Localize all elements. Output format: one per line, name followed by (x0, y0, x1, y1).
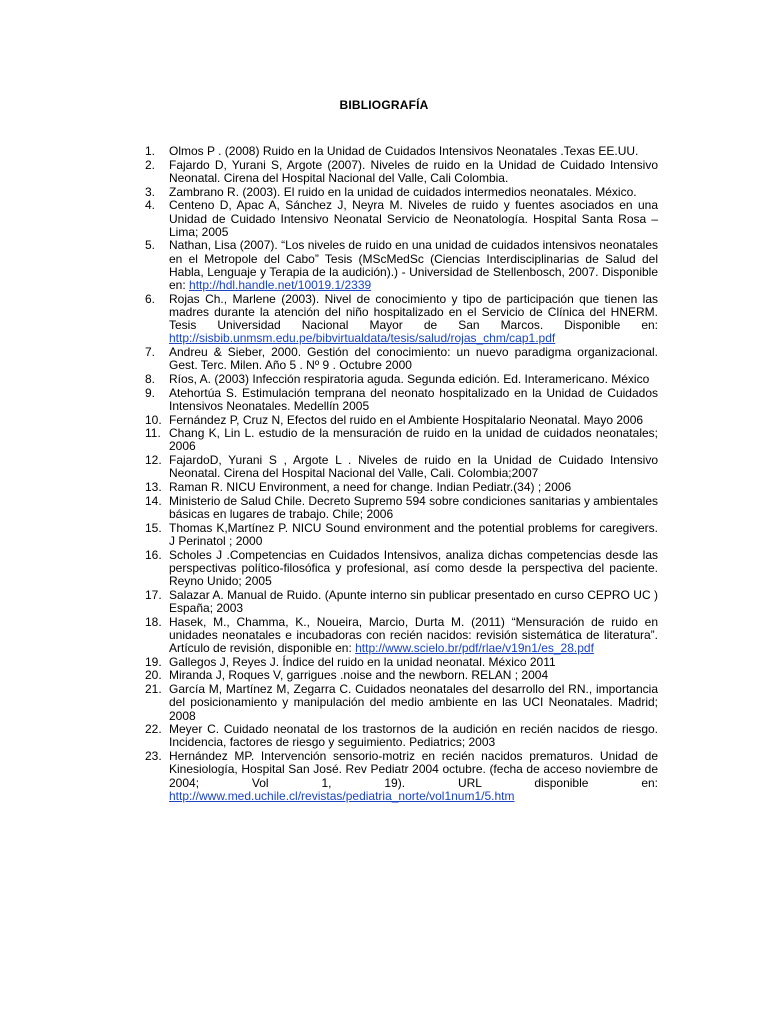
reference-number: 16. (145, 547, 162, 562)
reference-item (145, 453, 658, 481)
reference-number: 18. (145, 614, 162, 629)
reference-text: Zambrano R. (2003). El ruido en la unidad de cuidados intermedios neonatales. México. (169, 184, 637, 199)
reference-text: Rojas Ch., Marlene (2003). Nivel de conocimiento y tipo de participación que tienen las madres durante la atención del niño hospitalizado en el Servicio de Clínica del HNERM. Tesis Universidad Nacional Mayor de San Marcos. Disponible en: (169, 291, 658, 333)
reference-text: Ministerio de Salud Chile. Decreto Supremo 594 sobre condiciones sanitarias y ambientales básicas en lugares de trabajo. Chile; 2006 (169, 493, 658, 521)
reference-item (145, 654, 658, 669)
reference-number: 8. (145, 371, 156, 386)
reference-number: 2. (145, 157, 156, 172)
reference-number: 10. (145, 412, 162, 427)
reference-item (145, 198, 658, 239)
reference-item (145, 480, 658, 495)
reference-text: Miranda J, Roques V, garrigues .noise and the newborn. RELAN ; 2004 (169, 668, 549, 683)
reference-item (145, 587, 658, 615)
reference-number: 20. (145, 668, 162, 683)
reference-text: Nathan, Lisa (2007). “Los niveles de ruido en una unidad de cuidados intensivos neonatales en el Metropole del Cabo” Tesis (MScMedSc (Ciencias Interdisciplinarias de Salud del Habla, Lenguaje y Terapia de la audición).) - Universidad de Stellenbosch, 2007. Disponible en: (169, 238, 658, 293)
reference-item (145, 426, 658, 454)
reference-item (145, 520, 658, 548)
reference-item (145, 614, 658, 656)
reference-text: Fajardo D, Yurani S, Argote (2007). Niveles de ruido en la Unidad de Cuidado Intensivo Neonatal. Cirena del Hospital Nacional del Valle, Cali Colombia. (169, 157, 658, 185)
reference-link[interactable]: http://hdl.handle.net/10019.1/2339 (189, 278, 372, 293)
reference-item (145, 749, 658, 803)
reference-text: Andreu & Sieber, 2000. Gestión del conocimiento: un nuevo paradigma organizacional. Gest. Terc. Milen. Año 5 . Nº 9 . Octubre 2000 (169, 345, 658, 373)
reference-text: Fernández P, Cruz N, Efectos del ruido en el Ambiente Hospitalario Neonatal. Mayo 2006 (169, 412, 644, 427)
reference-link[interactable]: http://sisbib.unmsm.edu.pe/bibvirtualdata/tesis/salud/rojas_chm/cap1.pdf (169, 331, 556, 346)
reference-number: 5. (145, 238, 156, 253)
reference-number: 3. (145, 184, 156, 199)
reference-number: 9. (145, 385, 156, 400)
reference-number: 19. (145, 654, 162, 669)
reference-item (145, 722, 658, 750)
reference-number: 23. (145, 749, 162, 764)
reference-number: 15. (145, 520, 162, 535)
reference-number: 4. (145, 198, 156, 213)
reference-text: Hasek, M., Chamma, K., Noueira, Marcio, Durta M. (2011) “Mensuración de ruido en unidades neonatales e incubadoras con recién nacidos: revisión sistemática de literatura”. Artículo de revisión, disponible en: (169, 614, 658, 656)
reference-text: Meyer C. Cuidado neonatal de los trastornos de la audición en recién nacidos de riesgo. Incidencia, factores de riesgo y seguimiento. Pediatrics; 2003 (169, 722, 658, 750)
reference-item (145, 157, 658, 185)
reference-text: Raman R. NICU Environment, a need for change. Indian Pediatr.(34) ; 2006 (169, 480, 572, 495)
reference-link[interactable]: http://www.scielo.br/pdf/rlae/v19n1/es_28.pdf (355, 641, 594, 656)
reference-text: Hernández MP. Intervención sensorio-motriz en recién nacidos prematuros. Unidad de Kinesiología, Hospital San José. Rev Pediatr 2004 octubre. (fecha de acceso noviembre de 2004; Vol 1, 19). URL disponible en: (169, 749, 658, 790)
reference-text: FajardoD, Yurani S , Argote L . Niveles de ruido en la Unidad de Cuidado Intensivo Neonatal. Cirena del Hospital Nacional del Valle, Cali. Colombia;2007 (169, 453, 658, 481)
reference-number: 12. (145, 453, 162, 468)
reference-number: 1. (145, 144, 156, 158)
reference-text: Ríos, A. (2003) Infección respiratoria aguda. Segunda edición. Ed. Interamericano. México (169, 371, 650, 386)
reference-number: 7. (145, 345, 156, 360)
reference-item (145, 493, 658, 521)
reference-text: Centeno D, Apac A, Sánchez J, Neyra M. Niveles de ruido y fuentes asociados en una Unidad de Cuidado Intensivo Neonatal Servicio de Neonatología. Hospital Santa Rosa – Lima; 2005 (169, 198, 658, 239)
reference-list (145, 144, 658, 803)
reference-item (145, 291, 658, 346)
reference-item (145, 385, 658, 413)
reference-text: Scholes J .Competencias en Cuidados Intensivos, analiza dichas competencias desde las perspectivas político-filosófica y profesional, así como desde la perspectiva del paciente. Reyno Unido; 2005 (169, 547, 658, 588)
reference-text: García M, Martínez M, Zegarra C. Cuidados neonatales del desarrollo del RN., importancia del posicionamiento y manipulación del medio ambiente en las UCI Neonatales. Madrid; 2008 (169, 682, 658, 723)
reference-number: 22. (145, 722, 162, 737)
reference-item (145, 668, 658, 683)
reference-number: 6. (145, 291, 156, 306)
reference-number: 13. (145, 480, 162, 495)
reference-item (145, 682, 658, 723)
reference-text: Gallegos J, Reyes J. Índice del ruido en la unidad neonatal. México 2011 (169, 654, 556, 669)
reference-item (145, 345, 658, 373)
reference-item (145, 184, 658, 199)
reference-item (145, 371, 658, 386)
reference-text: Chang K, Lin L. estudio de la mensuración de ruido en la unidad de cuidados neonatales; 2006 (169, 426, 658, 454)
reference-text: Olmos P . (2008) Ruido en la Unidad de Cuidados Intensivos Neonatales .Texas EE.UU. (169, 144, 639, 158)
reference-item (145, 238, 658, 293)
reference-item (145, 547, 658, 589)
reference-number: 17. (145, 587, 162, 602)
reference-item (145, 144, 658, 158)
reference-link[interactable]: http://www.med.uchile.cl/revistas/pediatria_norte/vol1num1/5.htm (169, 788, 515, 803)
reference-text: Atehortúa S. Estimulación temprana del neonato hospitalizado en la Unidad de Cuidados Intensivos Neonatales. Medellín 2005 (169, 385, 658, 413)
reference-text: Thomas K,Martínez P. NICU Sound environment and the potential problems for caregivers. J Perinatol ; 2000 (169, 520, 658, 548)
reference-number: 14. (145, 493, 162, 508)
reference-text: Salazar A. Manual de Ruido. (Apunte interno sin publicar presentado en curso CEPRO UC ) España; 2003 (169, 587, 658, 615)
reference-number: 11. (145, 426, 161, 441)
reference-item (145, 412, 658, 427)
page-title: BIBLIOGRAFÍA (339, 98, 429, 112)
reference-number: 21. (145, 682, 162, 697)
